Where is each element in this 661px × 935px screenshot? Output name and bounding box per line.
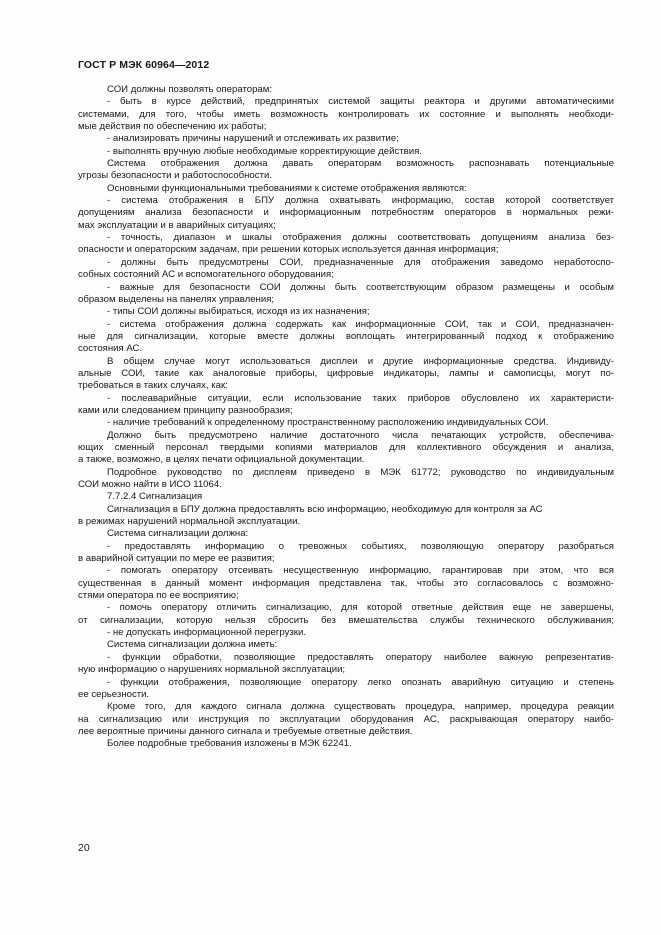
text-line: ее серьезности.	[78, 688, 150, 700]
text-line: Подробное руководство по дисплеям приведено в МЭК 61772; руководство по индивидуальным	[107, 466, 614, 478]
text-line: ные для сигнализации, которые вместе должны воплощать интегрированный подход к отображению	[78, 330, 614, 342]
text-line: лее вероятные причины данного сигнала и требуемые ответные действия.	[78, 725, 413, 737]
text-line: Система сигнализации должна иметь:	[107, 639, 278, 651]
text-line: состояния АС.	[78, 343, 143, 355]
text-line: - помогать оператору отсеивать несущественную информацию, гарантировав при этом, что вся	[107, 565, 614, 577]
text-line: - важные для безопасности СОИ должны быть соответствующим образом размещены и особым	[107, 281, 614, 293]
text-line: - функции отображения, позволяющие оператору легко опознать аварийную ситуацию и степень	[107, 676, 614, 688]
text-line: опасности и операторским задачам, при решении которых используется данная информация;	[78, 244, 499, 256]
text-line: СОИ можно найти в ИСО 11064.	[78, 479, 222, 490]
text-line: - помочь оператору отличить сигнализацию, для которой ответные действия еще не завершены,	[107, 602, 614, 614]
text-line: - точность, диапазон и шкалы отображения должны соответствовать допущениям анализа без-	[107, 232, 614, 244]
text-line: системами, для того, чтобы иметь возможность контролировать их состояние и выполнять необходи-	[78, 108, 614, 120]
text-line: Система сигнализации должна:	[107, 528, 249, 540]
text-line: - анализировать причины нарушений и отслеживать их развитие;	[107, 133, 399, 145]
text-line: - послеаварийные ситуации, если использование таких приборов обусловлено их характеристи-	[107, 392, 614, 404]
text-line: ками или следованием принципу разнообразия;	[78, 404, 293, 416]
text-line: 7.7.2.4 Сигнализация	[107, 491, 203, 503]
text-line: - быть в курсе действий, предпринятых системой защиты реактора и другими автоматическими	[107, 96, 614, 108]
text-line: стями оператора по ее восприятию;	[78, 590, 239, 602]
text-line: Более подробные требования изложены в МЭК 62241.	[107, 738, 352, 750]
text-line: - функции обработки, позволяющие предоставлять оператору наиболее важную репрезентатив-	[107, 651, 614, 663]
text-line: - выполнять вручную любые необходимые корректирующие действия.	[107, 145, 422, 157]
text-line: ющих сменный персонал твердыми копиями материалов для коллективного обсуждения и анализа,	[78, 441, 614, 453]
text-line: - система отображения в БПУ должна охватывать информацию, состав которой соответствует	[107, 195, 614, 207]
text-line: собных состояний АС и вспомогательного оборудования;	[78, 269, 334, 281]
text-line: в режимах нарушений нормальной эксплуатации.	[78, 516, 301, 528]
text-line: - предоставлять информацию о тревожных событиях, позволяющую оператору разобраться	[107, 540, 614, 552]
text-line: а также, возможно, в целях печати официальной документации.	[78, 454, 365, 466]
text-line: - типы СОИ должны выбираться, исходя из их назначения;	[107, 306, 370, 318]
text-line: В общем случае могут использоваться дисплеи и другие информационные средства. Индивиду-	[107, 355, 614, 367]
text-line: существенная в данный момент информация представлена так, чтобы это согласовалось с возможно-	[78, 577, 614, 589]
text-line: Сигнализация в БПУ должна предоставлять всю информацию, необходимую для контроля за АС	[107, 503, 543, 515]
text-line: мые действия по обеспечению их работы;	[78, 121, 267, 133]
text-line: Основными функциональными требованиями к системе отображения являются:	[107, 182, 467, 194]
text-line: - система отображения должна содержать как информационные СОИ, так и СОИ, предназначен-	[107, 318, 614, 330]
page-number: 20	[78, 842, 90, 854]
text-line: на сигнализацию или инструкция по эксплуатации оборудования АС, раскрывающая оператору наибо-	[78, 713, 614, 725]
document-header: ГОСТ Р МЭК 60964—2012	[78, 59, 210, 71]
text-line: Система отображения должна давать операторам возможность распознавать потенциальные	[107, 158, 614, 170]
text-line: мах эксплуатации и в аварийных ситуациях;	[78, 219, 276, 231]
text-line: от сигнализации, которую нельзя сбросить без вмешательства службы технического обслуживания;	[78, 614, 614, 626]
text-line: образом выделены на панелях управления;	[78, 293, 275, 305]
text-line: угрозы безопасности и работоспособности.	[78, 170, 272, 182]
text-line: требоваться в таких случаях, как:	[78, 380, 228, 392]
text-line: СОИ должны позволять операторам:	[107, 84, 273, 95]
text-line: в аварийной ситуации по мере ее развития;	[78, 553, 275, 565]
document-body	[78, 84, 614, 751]
text-line: альные СОИ, такие как аналоговые приборы, цифровые индикаторы, лампы и самописцы, могут по-	[78, 367, 614, 379]
text-line: - наличие требований к определенному пространственному расположению индивидуальных СОИ.	[107, 417, 549, 429]
text-line: - должны быть предусмотрены СОИ, предназначенные для отображения заведомо неработоспо-	[107, 256, 614, 268]
text-line: - не допускать информационной перегрузки.	[107, 627, 307, 639]
text-line: Должно быть предусмотрено наличие достаточного числа печатающих устройств, обеспечива-	[107, 429, 614, 441]
text-line: ную информацию о нарушениях нормальной эксплуатации;	[78, 664, 346, 676]
text-line: допущениям анализа безопасности и информационным потребностям операторов в нормальных режи-	[78, 207, 614, 219]
text-line: Кроме того, для каждого сигнала должна существовать процедура, например, процедура реакции	[107, 701, 614, 713]
